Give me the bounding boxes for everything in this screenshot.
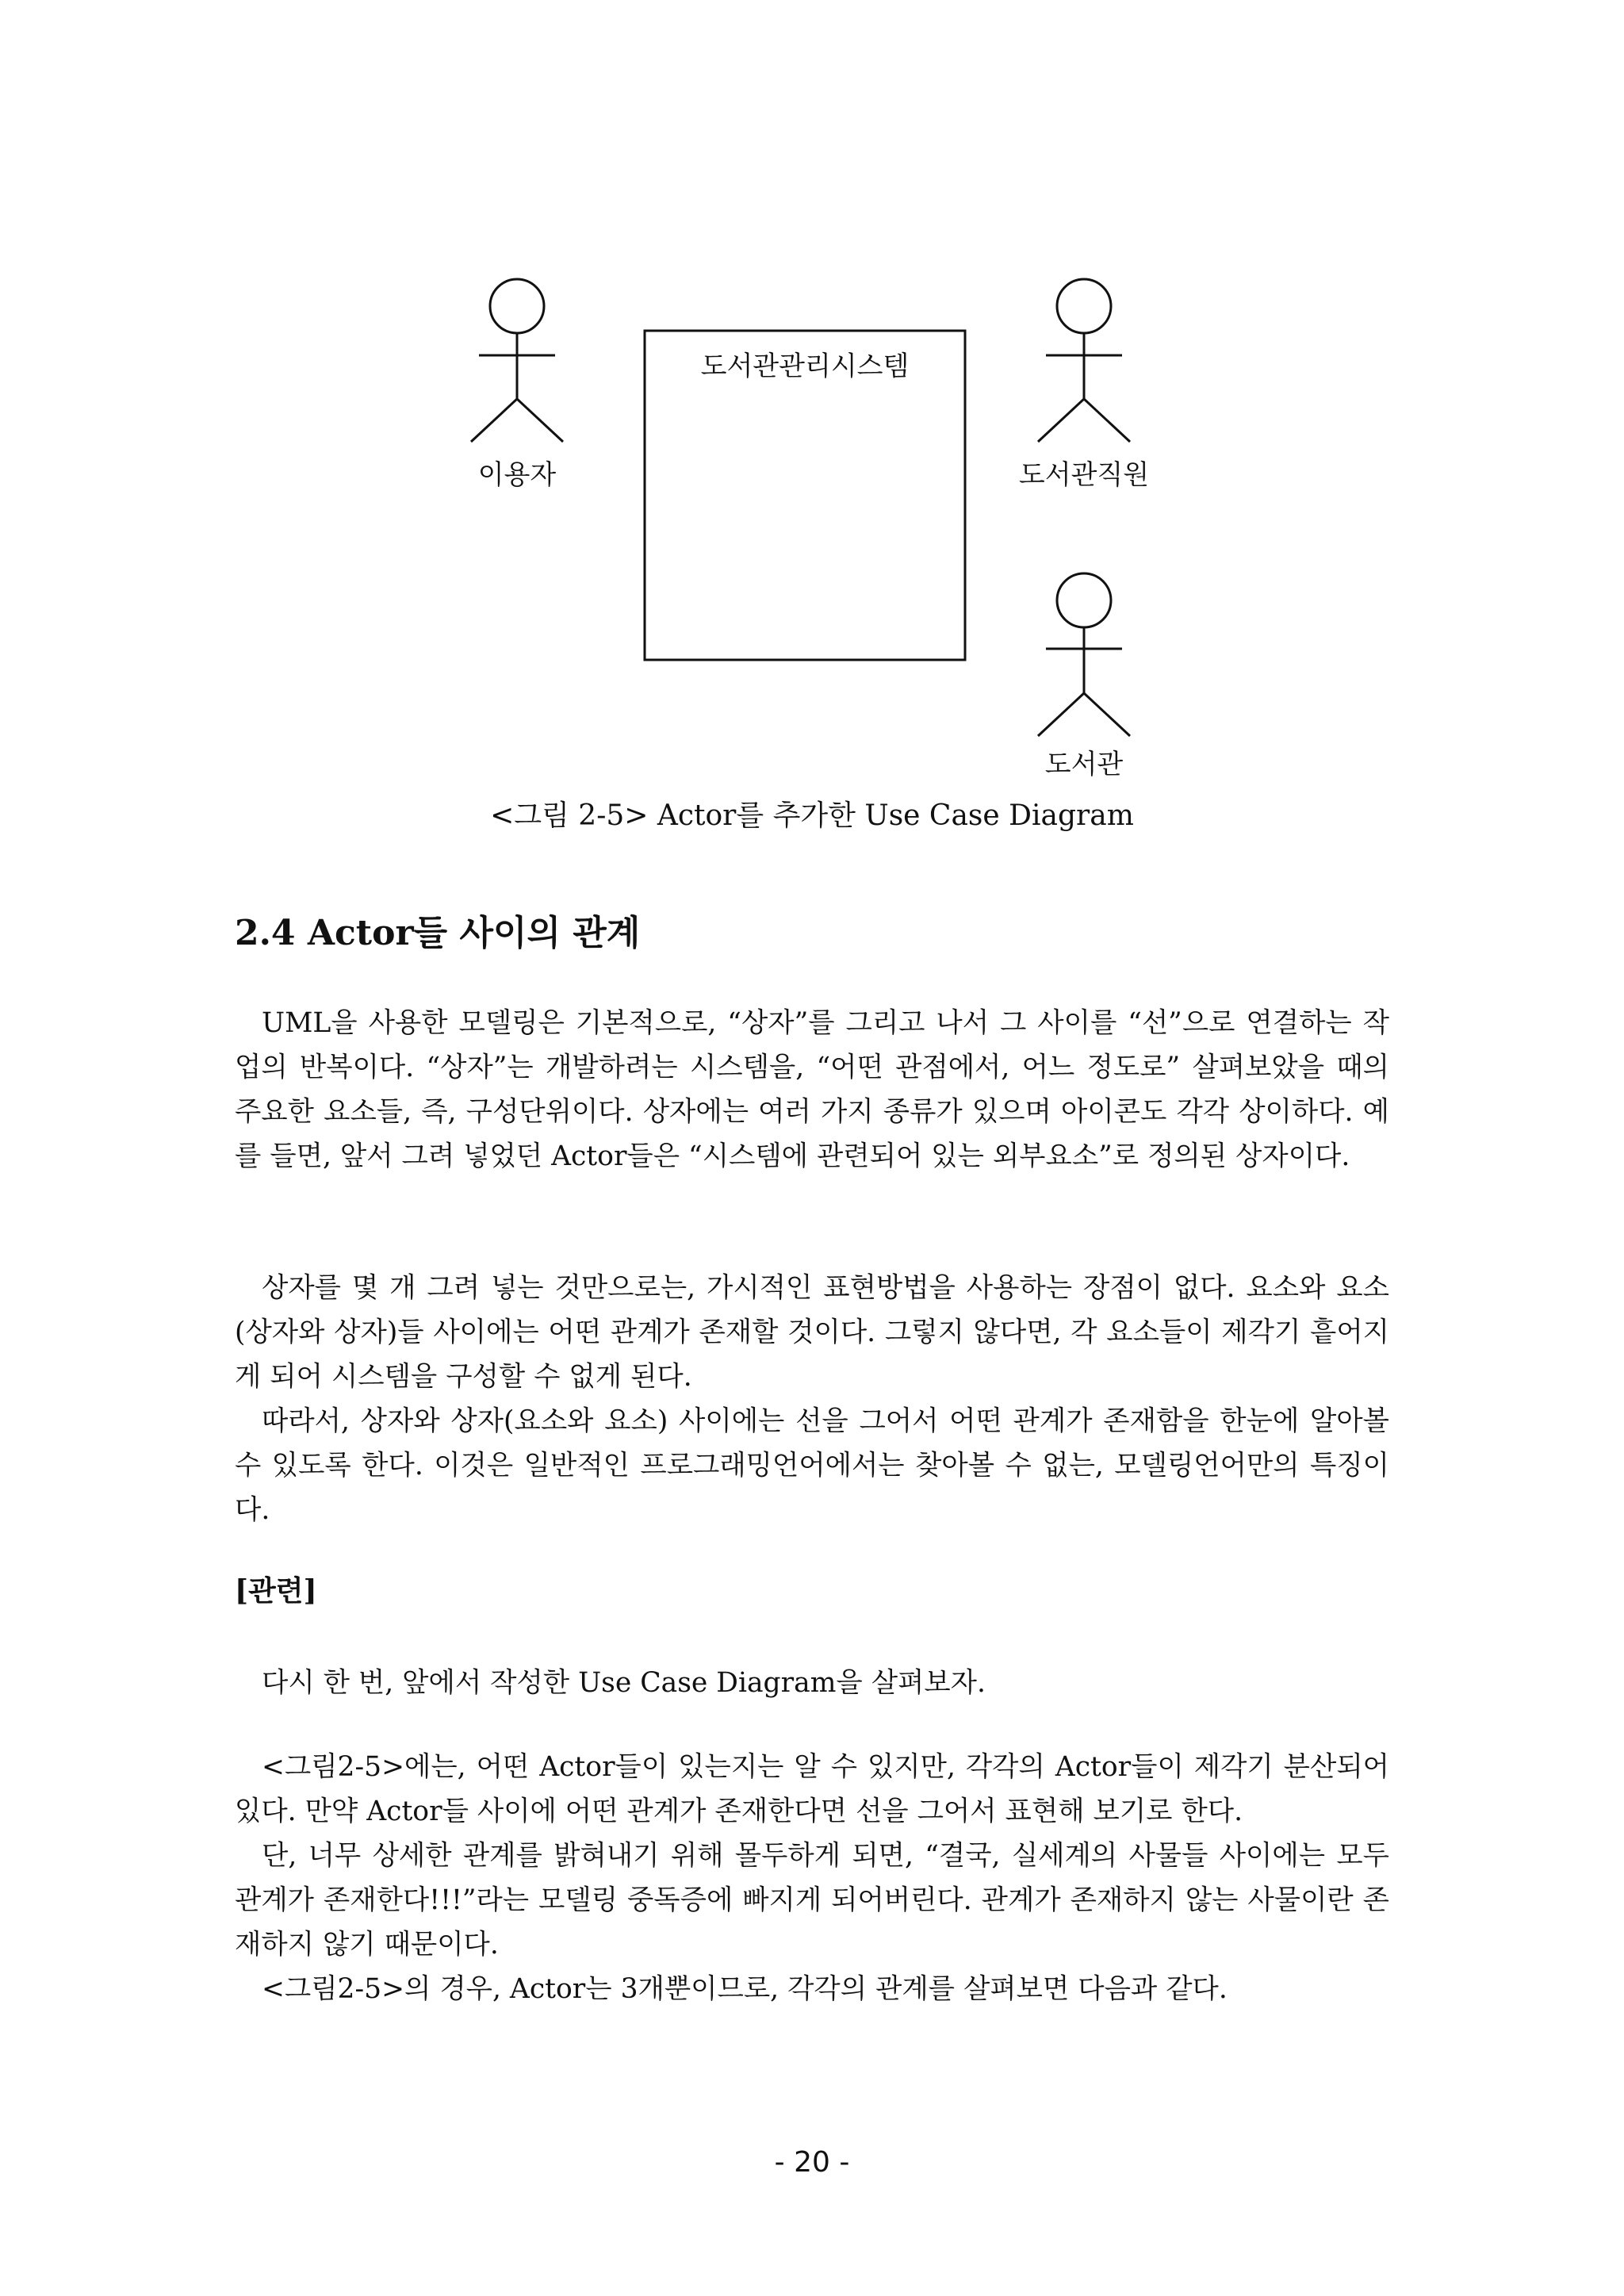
stick-figure-icon [471, 279, 563, 442]
actor-library-staff [1019, 279, 1149, 491]
page-number: - 20 - [774, 2146, 850, 2179]
actor-label: 이용자 [477, 459, 557, 491]
paragraph: 다시 한 번, 앞에서 작성한 Use Case Diagram을 살펴보자. [262, 1667, 986, 1699]
paragraph: <그림2-5>에는, 어떤 Actor들이 있는지는 알 수 있지만, 각각의 Actor들이 제각기 분산되어 있다. 만약 Actor들 사이에 어떤 관계가 존재한다면 선을 그어서 표현해 보기로 한다. [235, 1751, 1389, 1827]
paragraph: 따라서, 상자와 상자(요소와 요소) 사이에는 선을 그어서 어떤 관계가 존재함을 한눈에 알아볼 수 있도록 한다. 이것은 일반적인 프로그래밍언어에서는 찾아볼 수 없는, 모델링언어만의 특징이다. [235, 1405, 1389, 1526]
actor-label: 도서관직원 [1018, 459, 1150, 491]
section-heading: 2.4 Actor들 사이의 관계 [235, 913, 641, 953]
stick-figure-icon [1038, 279, 1130, 442]
paragraph: <그림2-5>의 경우, Actor는 3개뿐이므로, 각각의 관계를 살펴보면 다음과 같다. [262, 1973, 1228, 2005]
paragraph: 단, 너무 상세한 관계를 밝혀내기 위해 몰두하게 되면, “결국, 실세계의 사물들 사이에는 모두 관계가 존재한다!!!”라는 모델링 중독증에 빠지게 되어버린다. 관계가 존재하지 않는 사물이란 존재하지 않기 때문이다. [235, 1840, 1389, 1961]
system-label: 도서관관리시스템 [700, 351, 910, 382]
use-case-diagram [0, 0, 1624, 793]
actor-library [1038, 573, 1130, 780]
actor-user [471, 279, 563, 491]
actor-label: 도서관 [1044, 749, 1124, 780]
paragraph: UML을 사용한 모델링은 기본적으로, “상자”를 그리고 나서 그 사이를 “선”으로 연결하는 작업의 반복이다. “상자”는 개발하려는 시스템을, “어떤 관점에서, 어느 정도로” 살펴보았을 때의 주요한 요소들, 즉, 구성단위이다. 상자에는 여러 가지 종류가 있으며 아이콘도 각각 상이하다. 예를 들면, 앞서 그려 넣었던 Actor들은 “시스템에 관련되어 있는 외부요소”로 정의된 상자이다. [235, 1007, 1389, 1172]
figure-caption: <그림 2-5> Actor를 추가한 Use Case Diagram [490, 799, 1134, 832]
bracket-heading: [관련] [235, 1574, 317, 1608]
stick-figure-icon [1038, 573, 1130, 736]
paragraph: 상자를 몇 개 그려 넣는 것만으로는, 가시적인 표현방법을 사용하는 장점이 없다. 요소와 요소(상자와 상자)들 사이에는 어떤 관계가 존재할 것이다. 그렇지 않다면, 각 요소들이 제각기 흩어지게 되어 시스템을 구성할 수 없게 된다. [235, 1272, 1389, 1393]
